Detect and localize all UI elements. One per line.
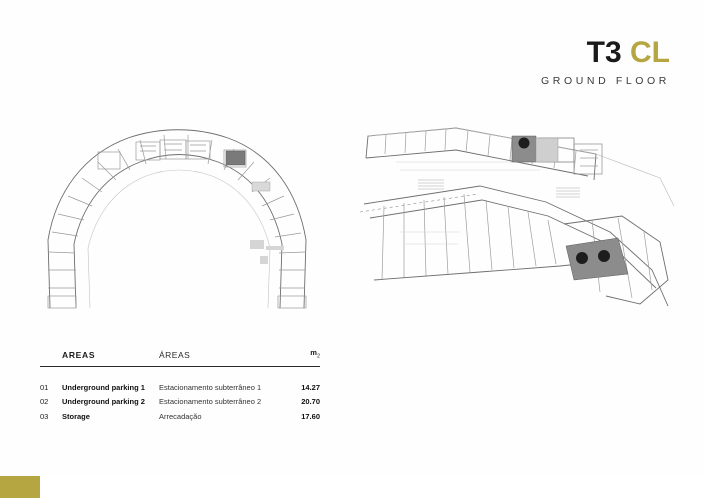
row-area-value: 17.60	[301, 411, 320, 421]
table-row	[40, 412, 320, 427]
parking-plan-svg	[360, 120, 680, 320]
areas-header-label-pt: ÁREAS	[159, 349, 191, 360]
table-row	[40, 397, 320, 412]
sheet-title-block	[541, 38, 670, 87]
plan-ghost-marks	[250, 240, 284, 264]
row-number: 03	[40, 411, 49, 421]
row-name-en: Underground parking 2	[62, 397, 145, 406]
highlight-unit-left-a	[226, 151, 245, 165]
row-name-pt: Estacionamento subterrâneo 2	[159, 397, 262, 406]
page-title-accent: CL	[630, 36, 670, 69]
areas-header-unit	[279, 348, 320, 360]
row-name-pt: Estacionamento subterrâneo 1	[159, 382, 262, 392]
page-title	[541, 38, 670, 68]
row-area-value: 14.27	[301, 382, 320, 392]
areas-table	[40, 348, 320, 426]
underground-parking-detail-plan	[360, 120, 678, 320]
unit-symbol: m	[310, 348, 317, 357]
row-name-pt: Arrecadação	[159, 411, 202, 421]
page-title-prefix: T3	[586, 36, 630, 69]
car-symbol-icon-1	[576, 252, 588, 264]
highlight-unit-left-b	[252, 182, 270, 191]
highlight-parking-lower	[566, 238, 628, 280]
areas-table-body	[40, 383, 320, 427]
table-row	[40, 383, 320, 398]
car-symbol-icon	[519, 138, 530, 149]
areas-header-label-en: AREAS	[62, 349, 96, 360]
row-area-value: 20.70	[301, 397, 320, 406]
car-symbol-icon-2	[598, 250, 610, 262]
site-plan-overview	[28, 120, 318, 310]
row-name-en: Underground parking 1	[62, 382, 145, 392]
row-number: 02	[40, 397, 49, 406]
site-plan-svg	[28, 120, 318, 315]
row-name-en: Storage	[62, 411, 90, 421]
highlight-parking-upper	[512, 136, 558, 162]
areas-table-header	[40, 348, 320, 367]
unit-exponent: 2	[316, 353, 320, 360]
page-subtitle: GROUND FLOOR	[541, 75, 670, 87]
footer-mask	[40, 476, 705, 498]
row-number: 01	[40, 382, 49, 392]
